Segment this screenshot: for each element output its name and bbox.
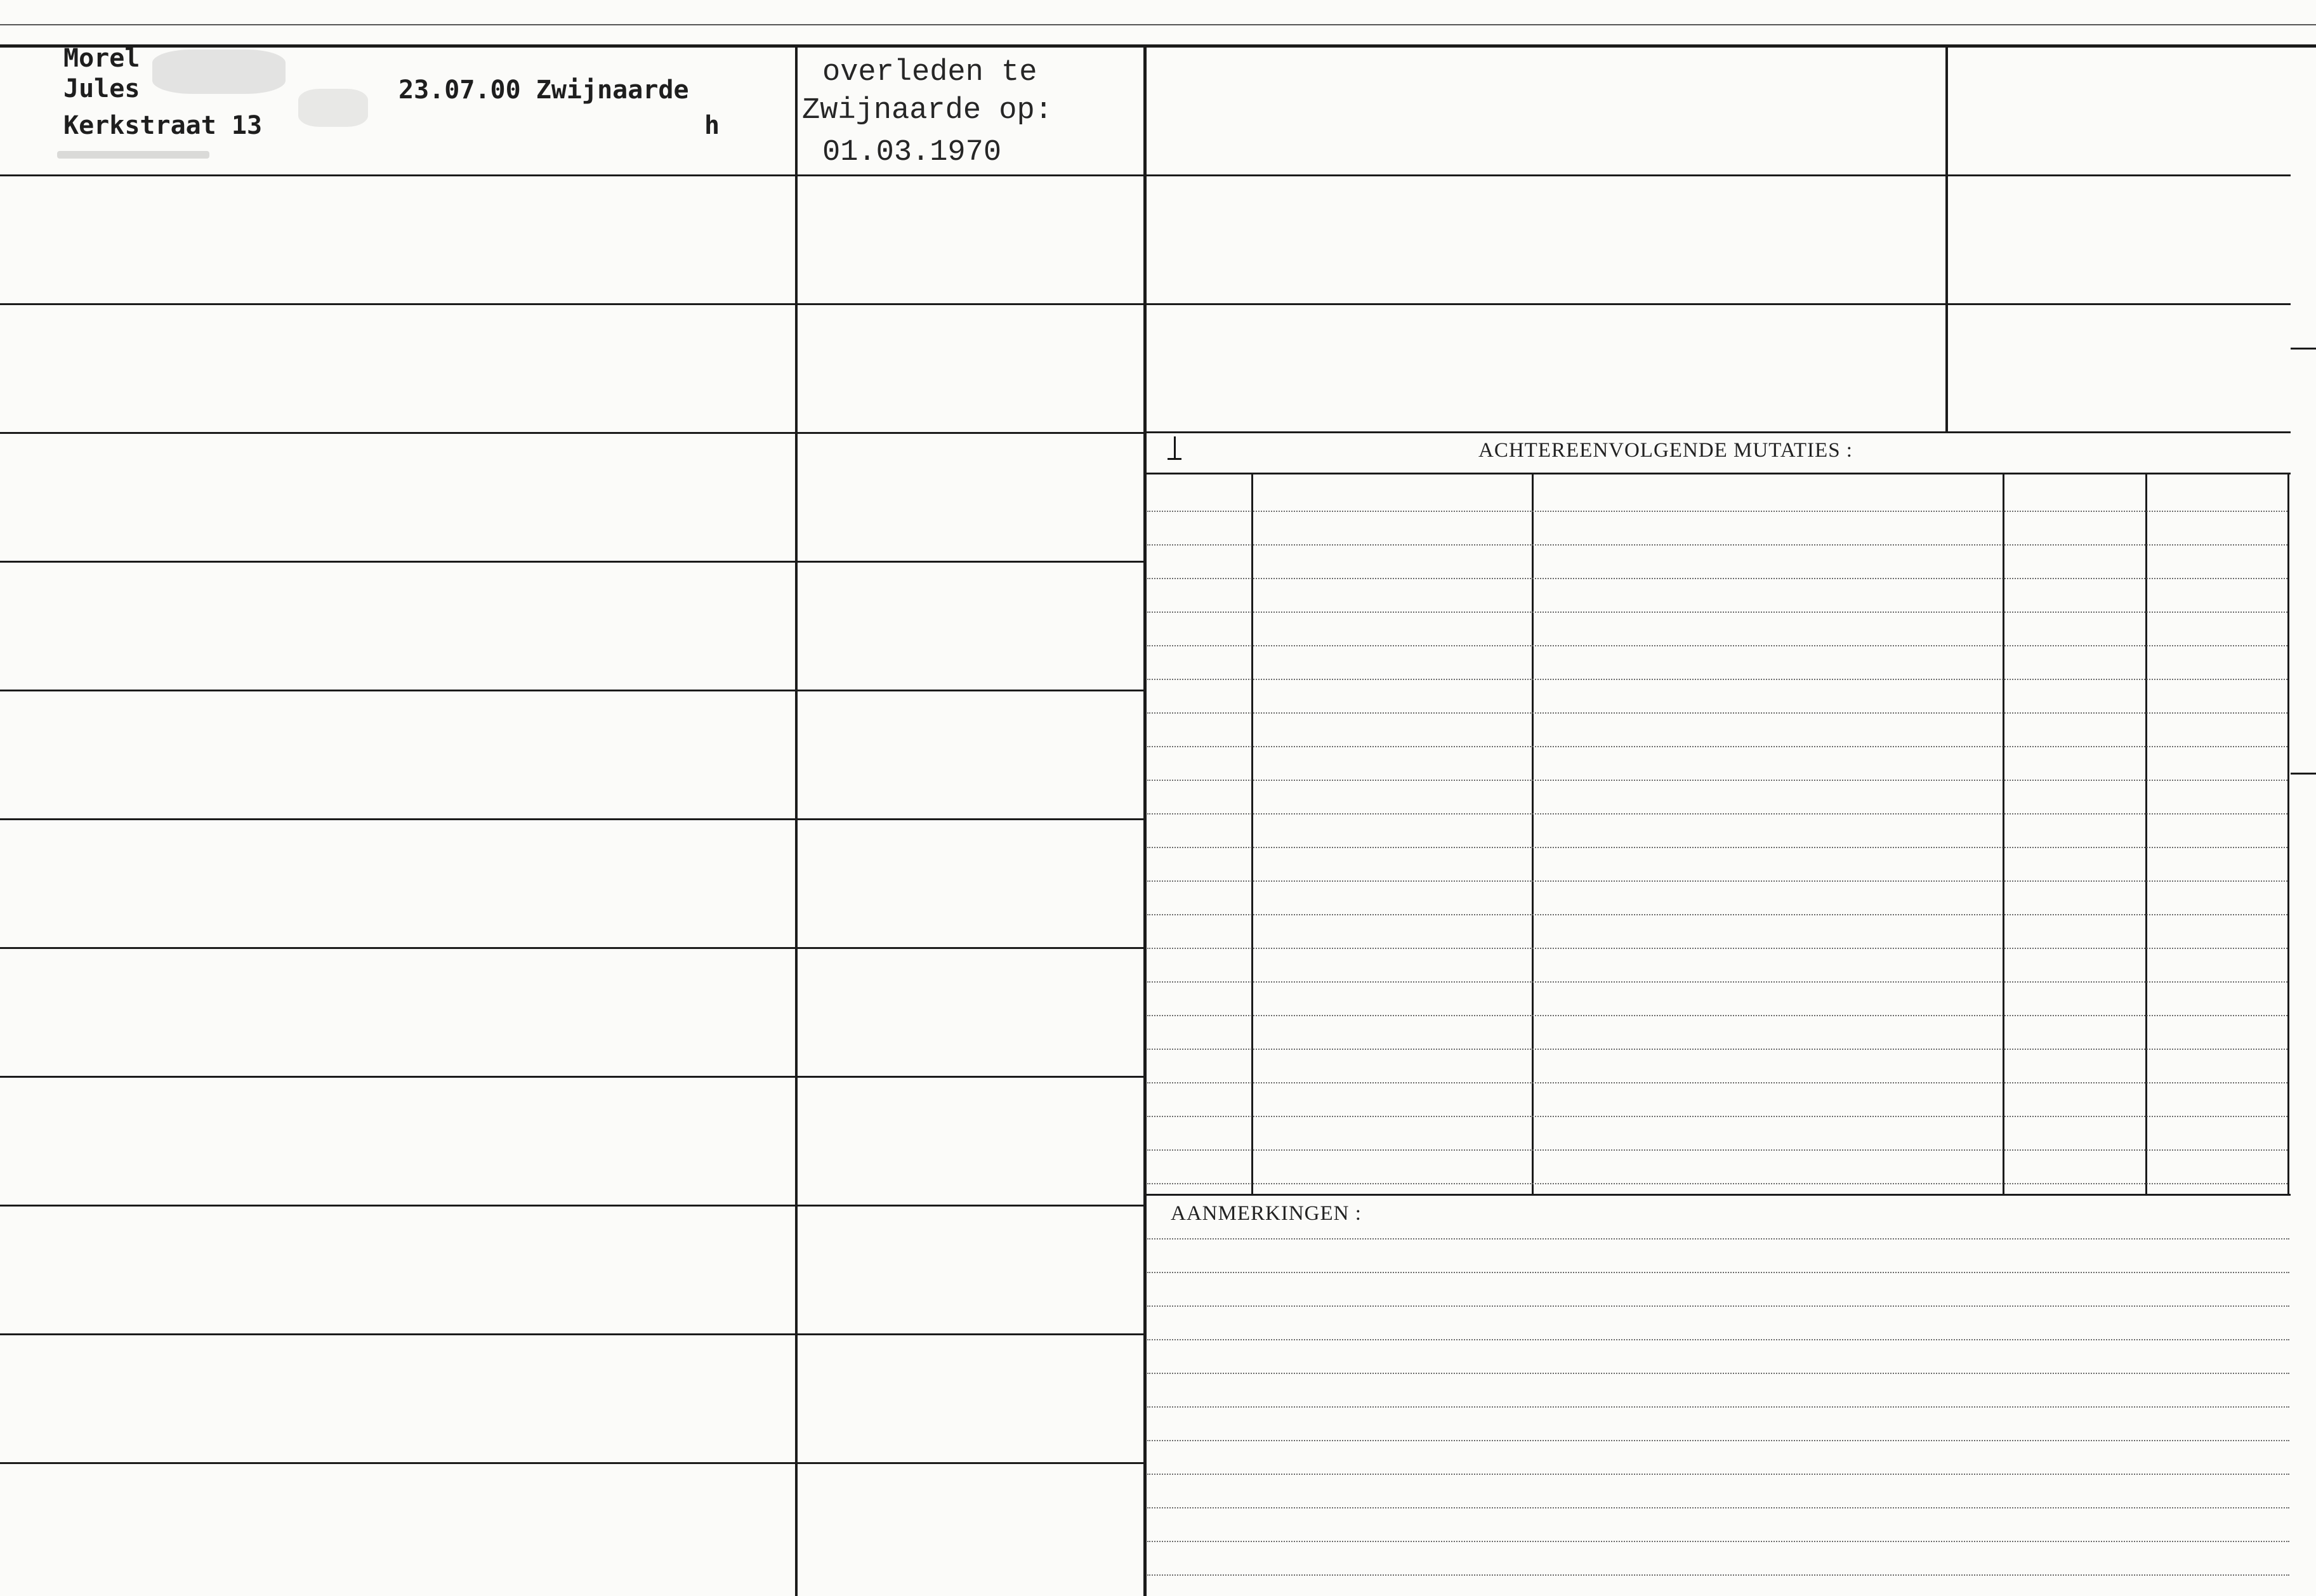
mutation-row-line (1147, 578, 2287, 579)
mutation-row-line (1147, 1049, 2287, 1050)
divider-col-2 (1143, 48, 1147, 1596)
left-row-rule (0, 174, 795, 176)
middle-row-rule (798, 947, 1143, 949)
middle-row-rule (798, 690, 1143, 691)
mutation-row-line (1147, 1183, 2287, 1184)
middle-row-rule (798, 432, 1143, 434)
remark-row-line (1147, 1339, 2289, 1340)
mutation-row-line (1147, 612, 2287, 613)
middle-row-rule (798, 1076, 1143, 1078)
mutation-row-line (1147, 880, 2287, 882)
remark-row-line (1147, 1541, 2289, 1542)
margin-tick (2291, 348, 2316, 350)
mutation-row-line (1147, 948, 2287, 949)
death-note-line-2: Zwijnaarde op: (802, 94, 1053, 128)
margin-tick (2291, 773, 2316, 775)
mutation-row-line (1147, 511, 2287, 512)
middle-row-rule (798, 1462, 1143, 1464)
remark-row-line (1147, 1406, 2289, 1408)
remark-row-line (1147, 1474, 2289, 1475)
mutations-right-edge (2287, 474, 2289, 1194)
mutation-row-line (1147, 712, 2287, 714)
middle-row-rule (798, 561, 1143, 563)
death-date: 01.03.1970 (822, 136, 1002, 169)
stamp-smudge (57, 151, 209, 159)
remark-row-line (1147, 1305, 2289, 1307)
pencil-mark (1168, 458, 1181, 460)
right-row-rule (1145, 174, 2291, 176)
top-border (0, 44, 2316, 48)
stamp-smudge (152, 49, 286, 94)
remark-row-line (1147, 1507, 2289, 1508)
death-note-line-1: overleden te (822, 56, 1037, 89)
middle-row-rule (798, 303, 1143, 305)
mutation-row-line (1147, 981, 2287, 983)
right-row-rule (1145, 303, 2291, 305)
left-row-rule (0, 561, 795, 563)
remark-row-line (1147, 1272, 2289, 1273)
mutation-row-line (1147, 645, 2287, 646)
remarks-heading: AANMERKINGEN : (1171, 1202, 1362, 1225)
top-edge (0, 24, 2316, 25)
left-row-rule (0, 818, 795, 820)
remark-row-line (1147, 1238, 2289, 1240)
mutations-heading: ACHTEREENVOLGENDE MUTATIES : (1478, 439, 1853, 462)
left-row-rule (0, 1333, 795, 1335)
remark-row-line (1147, 1373, 2289, 1374)
middle-row-rule (798, 1333, 1143, 1335)
left-row-rule (0, 690, 795, 691)
divider-col-3 (1945, 48, 1948, 431)
stamp-smudge (298, 89, 368, 127)
left-row-rule (0, 303, 795, 305)
right-row-rule (1145, 431, 2291, 433)
mutation-row-line (1147, 1149, 2287, 1151)
mutation-row-line (1147, 847, 2287, 848)
middle-row-rule (798, 174, 1143, 176)
middle-row-rule (798, 1205, 1143, 1207)
birth-date-place: 23.07.00 Zwijnaarde (398, 75, 689, 105)
remark-row-line (1147, 1574, 2289, 1576)
mutations-top-rule (1145, 473, 2291, 474)
pencil-mark (1174, 436, 1176, 458)
divider-col-1 (795, 48, 798, 1596)
mutation-row-line (1147, 780, 2287, 781)
mutation-row-line (1147, 679, 2287, 680)
middle-row-rule (798, 818, 1143, 820)
surname: Morel (63, 44, 140, 73)
mutation-row-line (1147, 914, 2287, 915)
address: Kerkstraat 13 (63, 111, 263, 140)
left-row-rule (0, 1462, 795, 1464)
left-row-rule (0, 1205, 795, 1207)
mutation-row-line (1147, 1082, 2287, 1083)
mutation-row-line (1147, 813, 2287, 814)
mutations-col-divider (2003, 474, 2004, 1194)
mutations-col-divider (1251, 474, 1253, 1194)
mutations-col-divider (1532, 474, 1534, 1194)
code-letter: h (704, 111, 720, 140)
mutations-col-divider (2145, 474, 2147, 1194)
remark-row-line (1147, 1440, 2289, 1441)
left-row-rule (0, 1076, 795, 1078)
mutations-bottom-rule (1145, 1194, 2291, 1196)
mutation-row-line (1147, 1116, 2287, 1117)
mutation-row-line (1147, 746, 2287, 747)
left-row-rule (0, 947, 795, 949)
first-name: Jules (63, 74, 140, 103)
mutation-row-line (1147, 1015, 2287, 1016)
left-row-rule (0, 432, 795, 434)
mutation-row-line (1147, 544, 2287, 546)
